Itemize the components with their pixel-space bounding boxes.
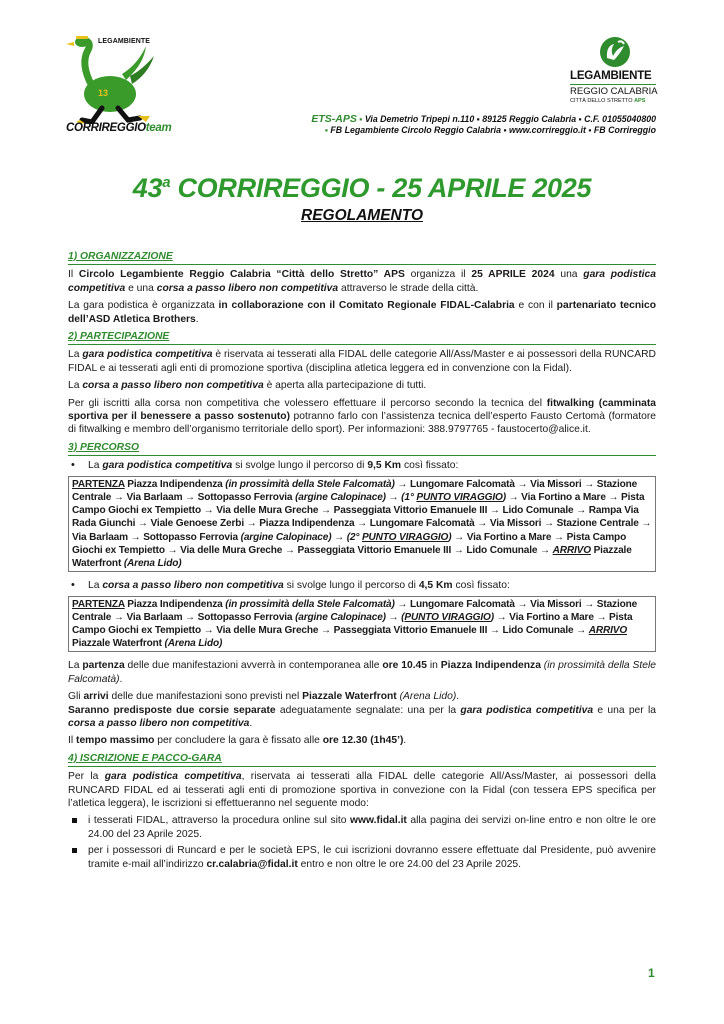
corrireggio-team-wordmark: CORRIREGGIOteam: [66, 122, 172, 134]
paragraph: [68, 348, 656, 375]
text-run: Saranno predisposte due corsie separate: [68, 704, 276, 716]
route-segment: PARTENZA: [72, 598, 125, 610]
text-run: e una: [125, 282, 157, 294]
runner-swan-icon: [62, 34, 172, 124]
text-run: organizza il: [404, 269, 472, 281]
text-run: partenariato tecnico dell’ASD Atletica Brothers: [68, 300, 657, 325]
text-run: delle due manifestazioni avverrà in contemporanea alle: [124, 660, 383, 672]
text-run: 4,5 Km: [418, 580, 453, 592]
paragraph: [68, 734, 656, 747]
route-segment: Piazza Indipendenza: [124, 598, 226, 610]
route-segment: → Via Fortino a Mare → Pista Campo Giochi ex Tempietto → Via delle Mura Greche → Passeggiata Vittorio Emanuele III → Lido Comunale →: [72, 531, 627, 556]
text-run: www.fidal.it: [350, 815, 407, 827]
text-run: (Arena Lido): [396, 691, 457, 703]
route-segment: →: [331, 531, 347, 543]
text-run: gara podistica competitiva: [82, 349, 213, 361]
paragraph: [68, 299, 656, 326]
route-segment: (argine Calopinace): [295, 611, 386, 623]
route-segment: ARRIVO: [588, 624, 628, 636]
legambiente-city: REGGIO CALABRIA: [570, 86, 658, 97]
route-segment: ARRIVO: [552, 544, 591, 556]
text-run: ore 10.45: [382, 660, 428, 672]
text-run: .: [403, 735, 407, 747]
document-title: 43$^a$ CORRIREGGIO - 25 APRILE 2025: [132, 173, 592, 203]
text-run: delle due manifestazioni sono previsti nel: [108, 691, 303, 703]
list-item: [68, 579, 656, 592]
text-run: si svolge lungo il percorso di: [283, 580, 419, 592]
route-box-competitive: [68, 476, 656, 572]
text-run: attraverso le strade della città.: [338, 282, 479, 294]
text-run: tempo massimo: [76, 735, 155, 747]
text-run: corsa a passo libero non competitiva: [102, 580, 284, 592]
paragraph: [68, 704, 656, 731]
paragraph: [68, 690, 656, 703]
paragraph: [68, 770, 656, 810]
text-run: Per gli iscritti alla corsa non competitiva che volessero effettuare il percorso secondo la tecnica del: [68, 397, 547, 409]
route-segment: (in prossimità della Stele Falcomatà): [225, 478, 395, 490]
logo-divider: [570, 84, 656, 85]
text-run: in collaborazione con il Comitato Regionale FIDAL-Calabria: [218, 300, 515, 312]
route-segment: (argine Calopinace): [295, 491, 386, 503]
page-number: 1: [648, 966, 655, 980]
route-segment: PUNTO VIRAGGIO: [361, 531, 449, 543]
route-segment: ): [448, 531, 452, 543]
text-run: entro e non oltre le ore 24.00 del 23 Aprile 2025.: [297, 858, 522, 870]
text-run: e una per la: [593, 704, 656, 716]
route-segment: (: [401, 611, 405, 623]
text-run: così fissato:: [401, 460, 459, 472]
list-item: [68, 844, 656, 871]
text-run: e con il: [514, 300, 557, 312]
route-segment: → Lungomare Falcomatà → Via Missori → Stazione Centrale → Via Barlaam → Sottopasso Ferrovia: [72, 598, 638, 623]
text-run: Il: [68, 735, 77, 747]
text-run: corsa a passo libero non competitiva: [82, 380, 264, 392]
route-segment: (argine Calopinace): [240, 531, 332, 543]
section-heading-partecipazione: 2) PARTECIPAZIONE: [68, 330, 656, 345]
legambiente-small-label: LEGAMBIENTE: [98, 38, 151, 45]
route-segment: → Lungomare Falcomatà → Via Missori → Stazione Centrale → Via Barlaam → Sottopasso Ferrovia: [72, 478, 638, 503]
route-segment: ): [490, 611, 494, 623]
text-run: corsa a passo libero non competitiva: [68, 717, 250, 729]
text-run: 9,5 Km: [367, 460, 402, 472]
route-segment: PARTENZA: [72, 478, 125, 490]
text-run: Per la: [68, 771, 105, 783]
text-run: alla pagina dei servizi on-line entro e non oltre le ore 24.00 del 23 Aprile 2025.: [88, 815, 656, 840]
text-run: La: [68, 349, 83, 361]
corrireggio-team-logo: [62, 34, 172, 140]
text-run: gara podistica competitiva: [68, 269, 656, 294]
text-run: gara podistica competitiva: [104, 771, 242, 783]
text-run: Piazzale Waterfront: [302, 691, 397, 703]
route-segment: Piazzale Waterfront: [72, 638, 165, 650]
text-run: La: [88, 460, 103, 472]
text-run: La: [88, 580, 103, 592]
route-segment: →: [385, 491, 402, 503]
text-run: Piazza Indipendenza: [440, 660, 541, 672]
section-heading-percorso: 3) PERCORSO: [68, 441, 656, 456]
route-segment: →: [385, 611, 402, 623]
section-heading-organizzazione: 1) ORGANIZZAZIONE: [68, 250, 656, 265]
list-item: [68, 459, 656, 472]
text-run: .: [249, 717, 253, 729]
legambiente-reggio-logo: [570, 36, 670, 110]
text-run: gara podistica competitiva: [102, 460, 233, 472]
text-run: per i possessori di Runcard e per le società EPS, le cui iscrizioni dovranno essere effettuate dal Presidente, può avvenire tramite e-mail all’indirizzo: [88, 845, 656, 870]
route-segment: (Arena Lido): [164, 638, 223, 650]
text-run: corsa a passo libero non competitiva: [156, 282, 339, 294]
text-run: (in prossimità della Stele Falcomatà): [68, 660, 656, 685]
route-segment: Piazzale Waterfront: [72, 544, 632, 569]
text-run: è riservata ai tesserati alla FIDAL delle categorie All/Ass/Master e ai possessori della RUNCARD FIDAL e ai tesserati agli enti di promozione sportiva (disciplina atletica leggera ed in convenzione con la Fidal).: [68, 349, 656, 374]
text-run: ore 12.30 (1h45’): [322, 735, 404, 747]
paragraph: [68, 659, 656, 686]
paragraph: [68, 268, 656, 295]
header-info-line-2: ▪ FB Legambiente Circolo Reggio Calabria ▪ www.corrireggio.it ▪ FB Corrireggio: [324, 125, 656, 135]
text-run: La: [68, 660, 83, 672]
text-run: in: [427, 660, 441, 672]
text-run: cr.calabria@fidal.it: [206, 858, 298, 870]
list-item: [68, 814, 656, 841]
route-segment: Piazza Indipendenza: [124, 478, 226, 490]
text-run: La gara podistica è organizzata: [68, 300, 219, 312]
text-run: adeguatamente segnalate: una per la: [275, 704, 461, 716]
text-run: La: [68, 380, 83, 392]
text-run: Il: [68, 269, 79, 281]
route-segment: (2°: [346, 531, 362, 543]
text-run: arrivi: [83, 691, 109, 703]
text-run: potranno farlo con l’assistenza tecnica dell’esperto Fausto Certomà (formatore di fitwalking e membro dell’organismo territoriale dello sport). Per informazioni: 388.9797765 - faustocerto@alice.it.: [68, 411, 656, 436]
text-run: 25 APRILE 2024: [471, 269, 555, 281]
route-segment: PUNTO VIRAGGIO: [416, 491, 503, 503]
organization-type: ETS-APS: [311, 113, 357, 125]
text-run: .: [195, 313, 199, 325]
text-run: .: [456, 691, 460, 703]
text-run: partenza: [82, 660, 125, 672]
header-info-line-1: ETS-APS ▪ Via Demetrio Tripepi n.110 ▪ 89125 Reggio Calabria ▪ C.F. 01055040800: [311, 113, 656, 125]
route-segment: (1°: [401, 491, 417, 503]
text-run: fitwalking (camminata sportiva per il benessere a passo sostenuto): [68, 397, 656, 423]
text-run: una: [554, 269, 584, 281]
text-run: è aperta alla partecipazione di tutti.: [263, 380, 427, 392]
route-segment: (Arena Lido): [123, 557, 182, 569]
route-segment: → Via Fortino a Mare → Pista Campo Giochi ex Tempietto → Via delle Mura Greche → Passeggiata Vittorio Emanuele III → Lido Comunale → Rampa Via Rada Giunchi → Viale Genoese Zerbi → Piazza Indipendenza → Lungomare Falcomatà → Via Missori → Stazione Centrale → Via Barlaam → Sottopasso Ferrovia: [72, 491, 652, 543]
text-run: gara podistica competitiva: [460, 704, 594, 716]
legambiente-subtitle: CITTÀ DELLO STRETTO APS: [570, 98, 646, 104]
legambiente-name: LEGAMBIENTE: [570, 70, 652, 82]
route-segment: (in prossimità della Stele Falcomatà): [225, 598, 395, 610]
section-heading-iscrizione: 4) ISCRIZIONE E PACCO-GARA: [68, 752, 656, 767]
paragraph: [68, 397, 656, 437]
route-segment: → Via Fortino a Mare → Pista Campo Giochi ex Tempietto → Via delle Mura Greche → Passeggiata Vittorio Emanuele III → Lido Comunale →: [72, 611, 633, 636]
text-run: i tesserati FIDAL, attraverso la procedura online sul sito: [88, 815, 351, 827]
paragraph: [68, 379, 656, 392]
regulation-body: [68, 246, 656, 874]
document-subtitle: REGOLAMENTO: [301, 207, 423, 224]
text-run: Gli: [68, 691, 84, 703]
route-box-non-competitive: [68, 596, 656, 653]
text-run: così fissato:: [452, 580, 510, 592]
legambiente-swan-icon: [598, 36, 632, 68]
route-segment: ): [502, 491, 506, 503]
text-run: Circolo Legambiente Reggio Calabria “Città dello Stretto” APS: [78, 269, 405, 281]
svg-text:13: 13: [98, 88, 109, 98]
text-run: , riservata ai tesserati alla FIDAL delle categorie All/Ass/Master, ai possessori della RUNCARD FIDAL ed ai tesserati agli enti di promozione sportiva in conveziоne con la Fidal (con tessera EPS specifica per l’atletica leggera), le iscrizioni si effettueranno nel seguente modo:: [68, 771, 656, 809]
route-segment: PUNTO VIRAGGIO: [404, 611, 491, 623]
text-run: per concludere la gara è fissato alle: [154, 735, 323, 747]
text-run: .: [119, 673, 123, 685]
text-run: si svolge lungo il percorso di: [232, 460, 368, 472]
